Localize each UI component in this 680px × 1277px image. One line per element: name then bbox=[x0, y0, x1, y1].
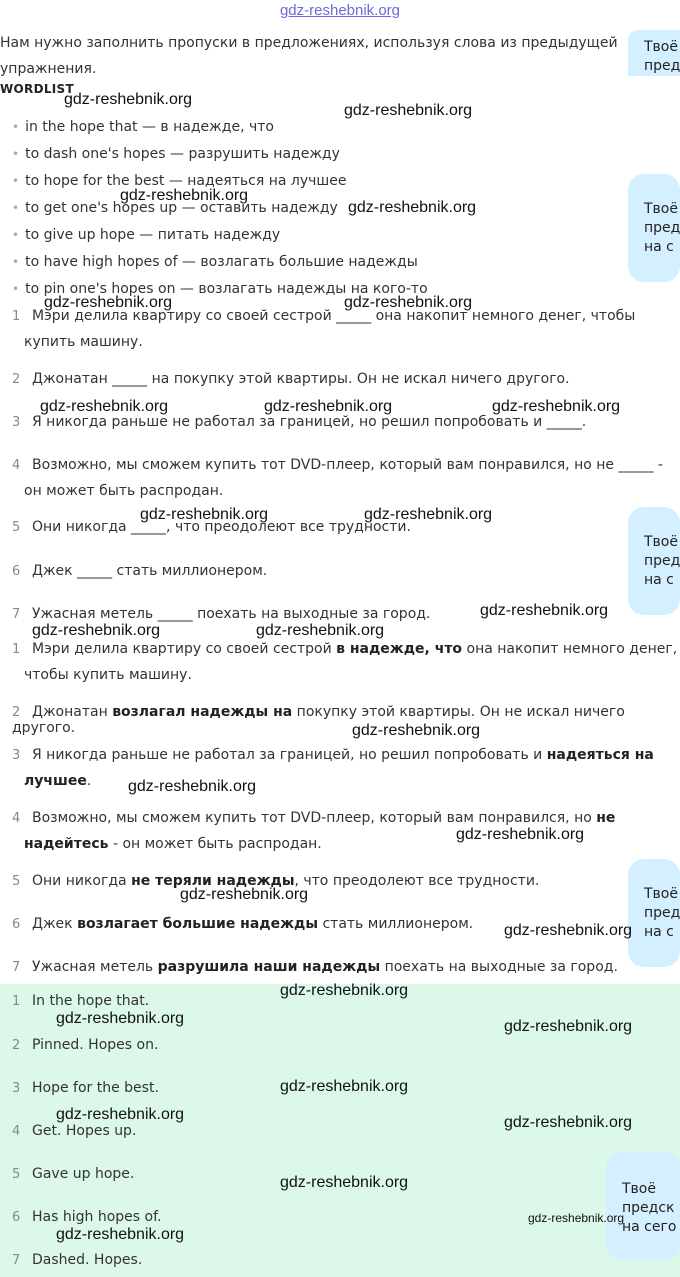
sentence-pre: Они никогда bbox=[32, 873, 132, 889]
question-row bbox=[12, 519, 680, 535]
prediction-bubble[interactable] bbox=[628, 859, 680, 967]
sentence-answer: в надежде, что bbox=[336, 641, 463, 657]
sentence-number: 4 bbox=[12, 811, 21, 826]
sentence-number: 6 bbox=[12, 917, 21, 932]
bubble-text: Твоё пред на с bbox=[644, 534, 680, 588]
wordlist-item: • in the hope that — в надежде, что bbox=[12, 119, 274, 135]
intro-line-2: упражнения. bbox=[0, 61, 97, 77]
question-row bbox=[12, 371, 680, 387]
prediction-bubble[interactable] bbox=[606, 1152, 680, 1260]
watermark: gdz-reshebnik.org bbox=[504, 922, 633, 939]
wordlist-item: • to give up hope — питать надежду bbox=[12, 227, 280, 243]
sentence-answer-cont: надейтесь bbox=[24, 836, 109, 852]
filled-sentence-row bbox=[12, 641, 680, 683]
site-header-link[interactable]: gdz-reshebnik.org bbox=[279, 2, 401, 19]
filled-sentence-row bbox=[12, 704, 680, 736]
wordlist-item: • to have high hopes of — возлагать большие надежды bbox=[12, 254, 418, 270]
wordlist-item: • to hope for the best — надеяться на лучшее bbox=[12, 173, 346, 189]
question-text-cont: купить машину. bbox=[24, 334, 143, 350]
answer-row bbox=[12, 1166, 134, 1182]
answer-row bbox=[12, 1123, 136, 1139]
sentence-post: , что преодолеют все трудности. bbox=[294, 873, 540, 889]
question-text: Они никогда _____, что преодолеют все трудности. bbox=[32, 519, 411, 535]
watermark: gdz-reshebnik.org bbox=[504, 1114, 633, 1131]
sentence-answer-cont: лучшее bbox=[24, 773, 87, 789]
watermark: gdz-reshebnik.org bbox=[348, 199, 477, 216]
question-number: 2 bbox=[12, 372, 21, 387]
question-row bbox=[12, 563, 680, 579]
sentence-number: 2 bbox=[12, 705, 21, 720]
watermark: gdz-reshebnik.org bbox=[352, 722, 481, 739]
watermark: gdz-reshebnik.org bbox=[364, 506, 493, 523]
answer-number: 6 bbox=[12, 1210, 21, 1225]
answer-row bbox=[12, 1080, 159, 1096]
question-text: Ужасная метель _____ поехать на выходные за город. bbox=[32, 606, 431, 622]
sentence-post: покупку этой квартиры. Он не искал ничего другого. bbox=[12, 704, 625, 736]
bubble-text: Твоё пред на с bbox=[644, 201, 680, 255]
sentence-answer: возлагает большие надежды bbox=[77, 916, 319, 932]
filled-sentence-row bbox=[12, 873, 680, 889]
sentence-pre: Джонатан bbox=[32, 704, 113, 720]
answer-row bbox=[12, 1209, 161, 1225]
sentence-answer: возлагал надежды на bbox=[112, 704, 293, 720]
question-text: Мэри делила квартиру со своей сестрой _____ она накопит немного денег, чтобы bbox=[32, 308, 636, 324]
watermark: gdz-reshebnik.org bbox=[32, 622, 161, 639]
wordlist-item: • to get one's hopes up — оставить надежду bbox=[12, 200, 338, 216]
answer-text: Pinned. Hopes on. bbox=[32, 1037, 159, 1053]
question-text: Джек _____ стать миллионером. bbox=[32, 563, 268, 579]
sentence-number: 3 bbox=[12, 748, 21, 763]
sentence-post: - он может быть распродан. bbox=[108, 836, 322, 852]
filled-sentence-row bbox=[12, 959, 680, 975]
question-row bbox=[12, 457, 680, 499]
sentence-pre: Джек bbox=[32, 916, 78, 932]
sentence-post: стать миллионером. bbox=[318, 916, 474, 932]
question-number: 1 bbox=[12, 309, 21, 324]
watermark: gdz-reshebnik.org bbox=[180, 886, 309, 903]
sentence-pre: Я никогда раньше не работал за границей, но решил попробовать и bbox=[32, 747, 547, 763]
question-number: 7 bbox=[12, 607, 21, 622]
prediction-bubble[interactable] bbox=[628, 507, 680, 615]
watermark: gdz-reshebnik.org bbox=[344, 294, 473, 311]
watermark: gdz-reshebnik.org bbox=[56, 1106, 185, 1123]
sentence-answer: надеяться на bbox=[546, 747, 654, 763]
sentence-number: 7 bbox=[12, 960, 21, 975]
sentence-post: она накопит немного денег, bbox=[462, 641, 678, 657]
sentence-cont: чтобы купить машину. bbox=[24, 667, 192, 683]
sentence-answer: не bbox=[596, 810, 616, 826]
watermark: gdz-reshebnik.org bbox=[44, 294, 173, 311]
answer-text: Gave up hope. bbox=[32, 1166, 135, 1182]
watermark: gdz-reshebnik.org bbox=[256, 622, 385, 639]
answer-number: 3 bbox=[12, 1081, 21, 1096]
sentence-post: поехать на выходные за город. bbox=[380, 959, 618, 975]
answer-number: 2 bbox=[12, 1038, 21, 1053]
watermark: gdz-reshebnik.org bbox=[264, 398, 393, 415]
question-number: 3 bbox=[12, 415, 21, 430]
watermark: gdz-reshebnik.org bbox=[492, 398, 621, 415]
answer-text: Has high hopes of. bbox=[32, 1209, 162, 1225]
watermark: gdz-reshebnik.org bbox=[280, 982, 409, 999]
filled-sentence-row bbox=[12, 747, 680, 789]
bubble-text: Твоё предск на сего bbox=[622, 1181, 677, 1235]
sentence-pre: Мэри делила квартиру со своей сестрой bbox=[32, 641, 337, 657]
answer-text: Hope for the best. bbox=[32, 1080, 159, 1096]
bubble-text: Твоё пред на с bbox=[644, 886, 680, 940]
watermark: gdz-reshebnik.org bbox=[56, 1226, 185, 1243]
question-text-cont: он может быть распродан. bbox=[24, 483, 224, 499]
wordlist-item: • to dash one's hopes — разрушить надежду bbox=[12, 146, 340, 162]
question-text: Возможно, мы сможем купить тот DVD-плеер, который вам понравился, но не _____ - bbox=[32, 457, 663, 473]
bubble-text: Твоё пред bbox=[644, 39, 680, 74]
question-number: 5 bbox=[12, 520, 21, 535]
watermark: gdz-reshebnik.org bbox=[344, 102, 473, 119]
wordlist-title: WORDLIST bbox=[0, 82, 74, 96]
sentence-answer: разрушила наши надежды bbox=[157, 959, 381, 975]
wordlist-item: • to pin one's hopes on — возлагать надежды на кого-то bbox=[12, 281, 428, 297]
answer-number: 1 bbox=[12, 994, 21, 1009]
sentence-number: 1 bbox=[12, 642, 21, 657]
answer-number: 5 bbox=[12, 1167, 21, 1182]
answer-text: Dashed. Hopes. bbox=[32, 1252, 143, 1268]
watermark: gdz-reshebnik.org bbox=[456, 826, 585, 843]
task-intro bbox=[0, 30, 632, 82]
watermark: gdz-reshebnik.org bbox=[56, 1010, 185, 1027]
question-number: 6 bbox=[12, 564, 21, 579]
answer-row bbox=[12, 993, 149, 1009]
watermark: gdz-reshebnik.org bbox=[128, 778, 257, 795]
sentence-pre: Ужасная метель bbox=[32, 959, 158, 975]
watermark: gdz-reshebnik.org bbox=[120, 187, 249, 204]
question-row bbox=[12, 308, 680, 350]
sentence-cont bbox=[24, 773, 680, 789]
prediction-bubble[interactable] bbox=[628, 174, 680, 282]
answer-text: Get. Hopes up. bbox=[32, 1123, 137, 1139]
answer-text: In the hope that. bbox=[32, 993, 150, 1009]
watermark: gdz-reshebnik.org bbox=[64, 91, 193, 108]
question-number: 4 bbox=[12, 458, 21, 473]
watermark: gdz-reshebnik.org bbox=[40, 398, 169, 415]
sentence-answer: не теряли надежды bbox=[131, 873, 295, 889]
question-text: Я никогда раньше не работал за границей, но решил попробовать и _____. bbox=[32, 414, 587, 430]
intro-line-1: Нам нужно заполнить пропуски в предложениях, используя слова из предыдущей bbox=[0, 35, 618, 51]
answer-row bbox=[12, 1252, 142, 1268]
answer-row bbox=[12, 1037, 158, 1053]
question-row bbox=[12, 414, 680, 430]
prediction-bubble[interactable] bbox=[628, 30, 680, 76]
watermark: gdz-reshebnik.org bbox=[280, 1174, 409, 1191]
question-text: Джонатан _____ на покупку этой квартиры. Он не искал ничего другого. bbox=[32, 371, 570, 387]
answer-number: 7 bbox=[12, 1253, 21, 1268]
watermark: gdz-reshebnik.org bbox=[528, 1211, 625, 1225]
watermark: gdz-reshebnik.org bbox=[140, 506, 269, 523]
watermark: gdz-reshebnik.org bbox=[280, 1078, 409, 1095]
watermark: gdz-reshebnik.org bbox=[480, 602, 609, 619]
sentence-number: 5 bbox=[12, 874, 21, 889]
watermark: gdz-reshebnik.org bbox=[504, 1018, 633, 1035]
answer-number: 4 bbox=[12, 1124, 21, 1139]
sentence-post: . bbox=[86, 773, 92, 789]
sentence-pre: Возможно, мы сможем купить тот DVD-плеер, который вам понравился, но bbox=[32, 810, 597, 826]
